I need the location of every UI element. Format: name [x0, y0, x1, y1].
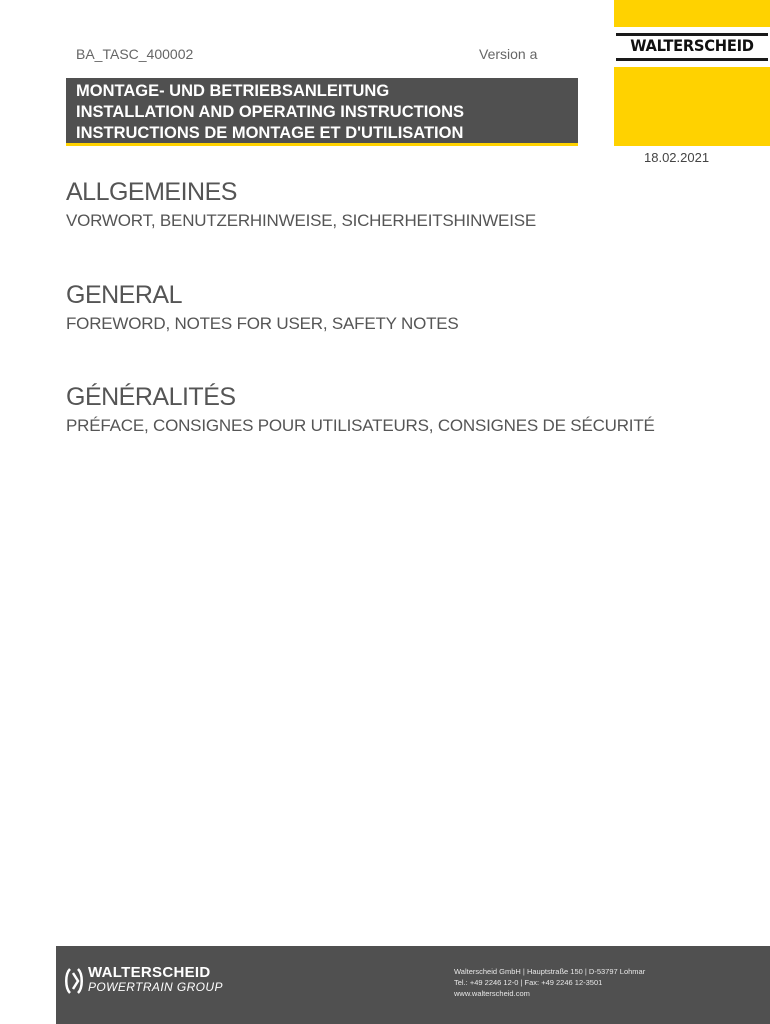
section-subtitle-de: VORWORT, BENUTZERHINWEISE, SICHERHEITSHINWEISE	[66, 211, 536, 230]
logo-text: WALTERSCHEID	[630, 36, 754, 55]
walterscheid-logo	[614, 27, 770, 67]
document-date: 18.02.2021	[644, 150, 710, 165]
brand-yellow-block	[614, 0, 770, 146]
footer-bar	[56, 946, 770, 1024]
title-line-en: INSTALLATION AND OPERATING INSTRUCTIONS	[76, 103, 465, 121]
footer-brand: WALTERSCHEID	[88, 964, 211, 981]
section-heading-fr: GÉNÉRALITÉS	[66, 383, 236, 411]
footer-address: Walterscheid GmbH | Hauptstraße 150 | D-53797 Lohmar	[454, 967, 646, 976]
title-line-fr: INSTRUCTIONS DE MONTAGE ET D'UTILISATION	[76, 124, 464, 142]
logo-rule-bottom	[616, 58, 768, 61]
footer-website: www.walterscheid.com	[454, 989, 530, 998]
section-heading-en: GENERAL	[66, 281, 182, 309]
footer-group: POWERTRAIN GROUP	[88, 980, 223, 994]
footer-logo	[64, 964, 234, 1004]
walterscheid-mark-icon	[64, 968, 84, 994]
section-heading-de: ALLGEMEINES	[66, 178, 237, 206]
title-bar	[66, 78, 578, 146]
document-version: Version a	[479, 46, 538, 62]
document-id: BA_TASC_400002	[76, 46, 194, 62]
title-line-de: MONTAGE- UND BETRIEBSANLEITUNG	[76, 82, 390, 100]
section-subtitle-en: FOREWORD, NOTES FOR USER, SAFETY NOTES	[66, 314, 459, 333]
footer-contact	[454, 966, 645, 999]
section-subtitle-fr: PRÉFACE, CONSIGNES POUR UTILISATEURS, CONSIGNES DE SÉCURITÉ	[66, 416, 655, 435]
footer-phone: Tel.: +49 2246 12-0 | Fax: +49 2246 12-3501	[454, 978, 603, 987]
